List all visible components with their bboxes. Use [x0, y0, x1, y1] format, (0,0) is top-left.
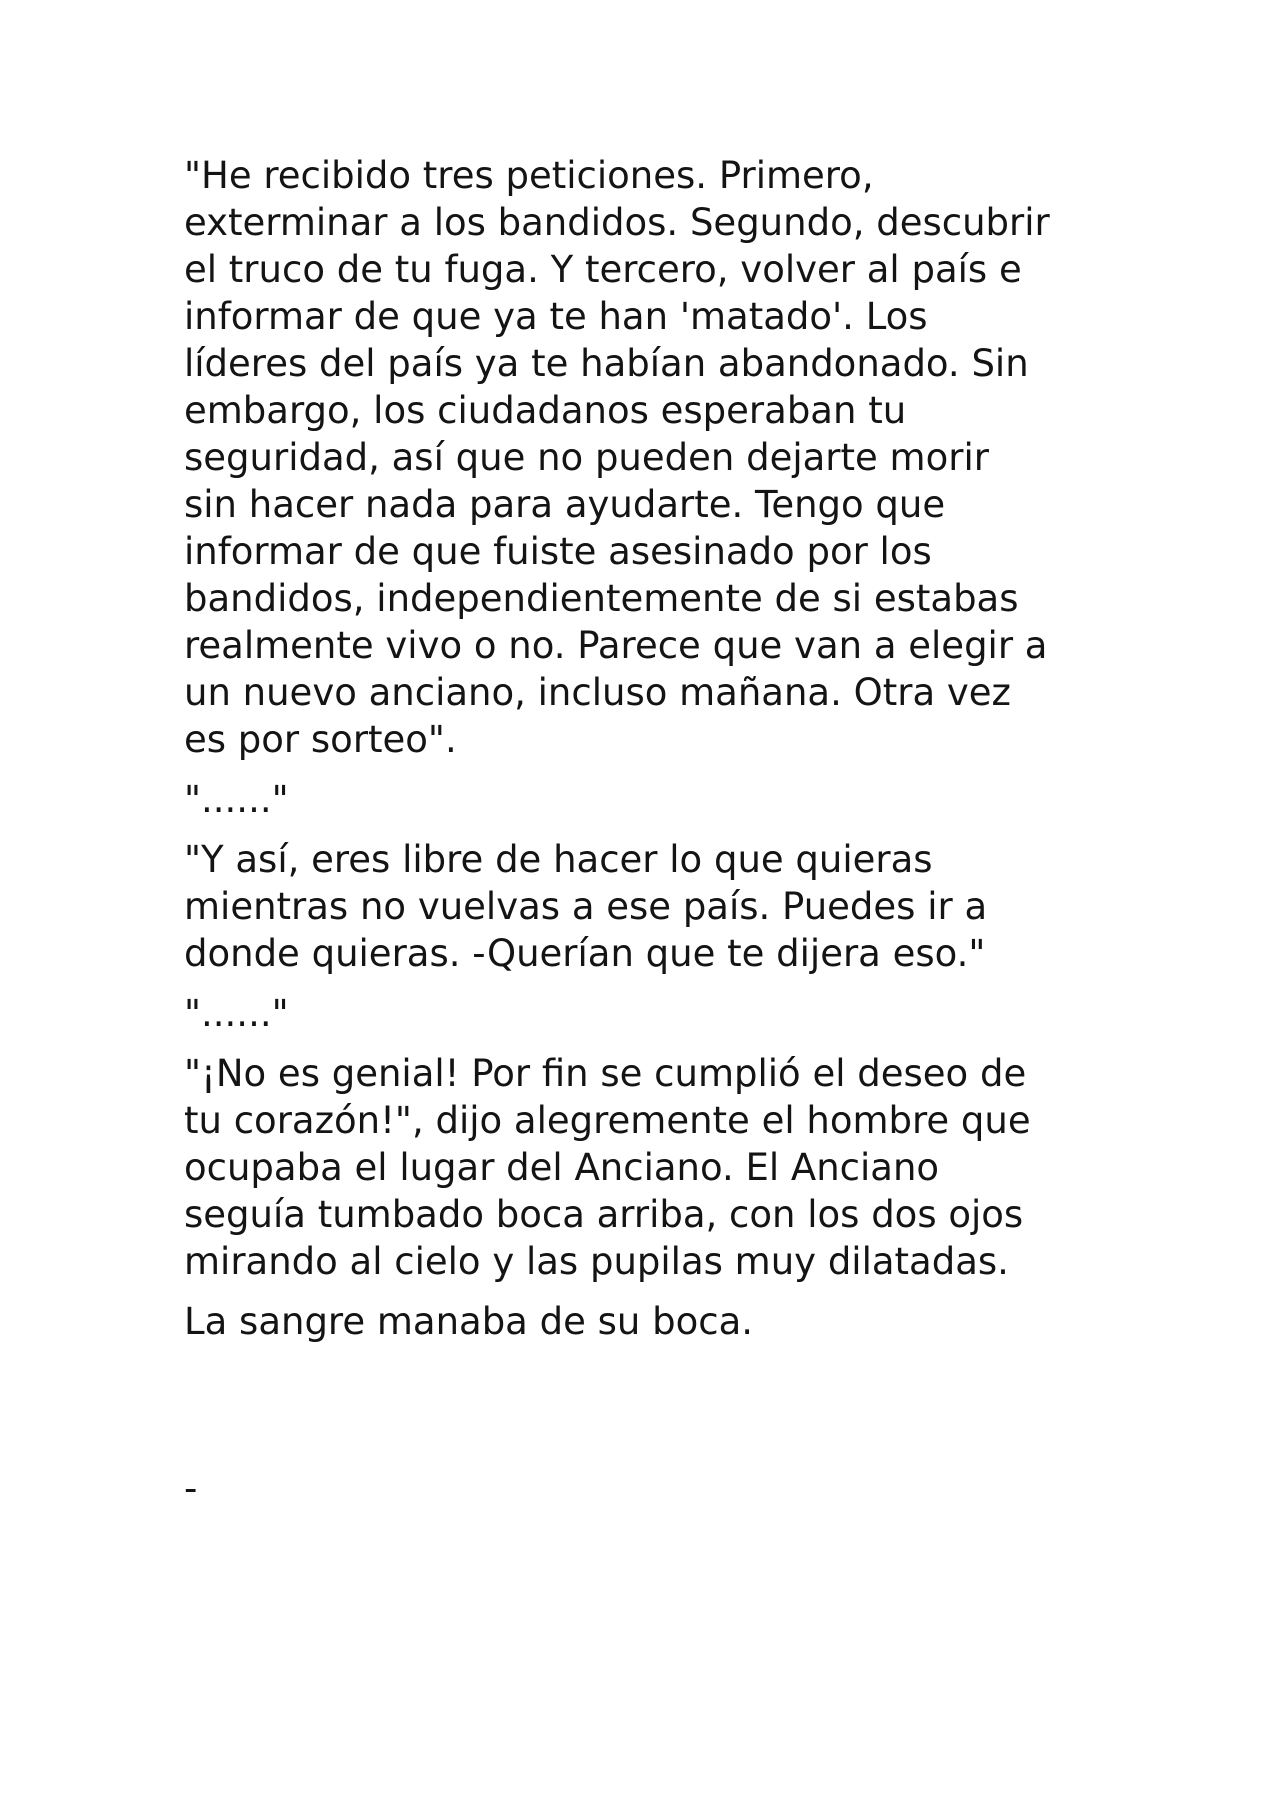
paragraph-4	[184, 990, 1124, 1037]
text-line: embargo, los ciudadanos esperaban tu	[184, 389, 907, 432]
text-line: "¡No es genial! Por fin se cumplió el deseo de	[184, 1052, 1027, 1095]
text-line: mirando al cielo y las pupilas muy dilatadas.	[184, 1240, 1009, 1283]
text-line: "......"	[184, 992, 289, 1035]
paragraph-6	[184, 1298, 1124, 1345]
section-separator: -	[184, 1467, 198, 1510]
text-line: donde quieras. -Querían que te dijera eso."	[184, 932, 986, 975]
text-line: "He recibido tres peticiones. Primero,	[184, 154, 874, 197]
paragraph-1	[184, 152, 1124, 763]
text-line: tu corazón!", dijo alegremente el hombre que	[184, 1099, 1031, 1142]
text-line: informar de que ya te han 'matado'. Los	[184, 295, 928, 338]
text-line: realmente vivo o no. Parece que van a elegir a	[184, 624, 1048, 667]
paragraph-5	[184, 1050, 1124, 1285]
text-line: ocupaba el lugar del Anciano. El Anciano	[184, 1146, 940, 1189]
text-line: el truco de tu fuga. Y tercero, volver al país e	[184, 248, 1022, 291]
text-line: sin hacer nada para ayudarte. Tengo que	[184, 483, 946, 526]
paragraph-3	[184, 836, 1124, 977]
text-line: líderes del país ya te habían abandonado. Sin	[184, 342, 1029, 385]
text-line: seguridad, así que no pueden dejarte morir	[184, 436, 989, 479]
text-line: seguía tumbado boca arriba, con los dos ojos	[184, 1193, 1024, 1236]
text-line: La sangre manaba de su boca.	[184, 1300, 754, 1343]
text-line: mientras no vuelvas a ese país. Puedes ir a	[184, 885, 988, 928]
text-line: informar de que fuiste asesinado por los	[184, 530, 932, 573]
text-line: un nuevo anciano, incluso mañana. Otra vez	[184, 671, 1011, 714]
text-line: "Y así, eres libre de hacer lo que quieras	[184, 838, 933, 881]
text-line: exterminar a los bandidos. Segundo, descubrir	[184, 201, 1050, 244]
body-text	[184, 152, 1124, 1358]
paragraph-2	[184, 776, 1124, 823]
text-line: bandidos, independientemente de si estabas	[184, 577, 1019, 620]
text-line: es por sorteo".	[184, 718, 457, 761]
text-line: "......"	[184, 778, 289, 821]
